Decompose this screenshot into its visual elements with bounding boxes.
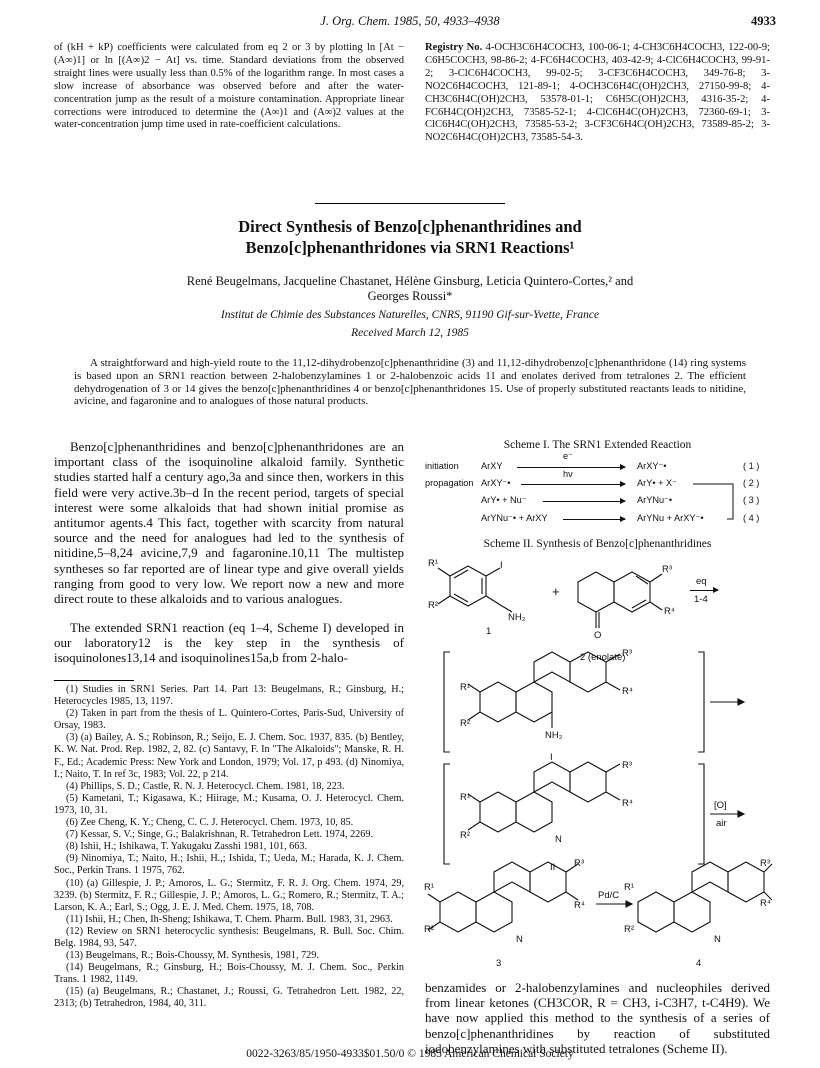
- i-label: I: [550, 752, 553, 763]
- i-r3: R³: [622, 648, 633, 659]
- intermediate1-ring-c: [534, 652, 570, 682]
- c1-iodo: I: [500, 560, 503, 571]
- eq2-number: ( 2 ): [743, 478, 760, 488]
- footnote: (7) Kessar, S. V.; Singe, G.; Balakrishnan, R. Tetrahedron Lett. 1974, 2269.: [66, 829, 374, 841]
- scheme2-structures: [420, 552, 780, 972]
- footnote: (11) Ishii, H.; Chen, Ih-Sheng; Ishikawa, T. Chem. Pharm. Bull. 1983, 31, 2963.: [66, 913, 393, 925]
- ii-r3: R³: [622, 760, 633, 771]
- registry-block: [425, 42, 770, 145]
- c3-label: 3: [496, 958, 502, 969]
- c1-label: 1: [486, 626, 492, 637]
- eq1-product: ArXY⁻•: [637, 461, 667, 471]
- footnote: (13) Beugelmans, R.; Bois-Choussy, M. Synthesis, 1981, 729.: [66, 950, 319, 962]
- compound4-ring-b: [674, 892, 710, 932]
- article-separator: [315, 203, 505, 204]
- footnote: (2) Taken in part from the thesis of L. Quintero-Cortes, Paris-Sud, University of Orsay, 1983.: [54, 708, 404, 732]
- ii-r1: R¹: [460, 792, 471, 803]
- footnote: (12) Review on SRN1 heterocyclic synthesis: Beugelmans, R. Bull. Soc. Chim. Belg. 1984, 93, 547.: [54, 925, 404, 949]
- scheme1: [425, 451, 770, 535]
- registry-label: Registry No.: [425, 42, 483, 53]
- ii-r2: R²: [460, 830, 471, 841]
- scheme1-title: Scheme I. The SRN1 Extended Reaction: [503, 439, 692, 451]
- footnote: (15) (a) Beugelmans, R.; Chastanet, J.; Roussi, G. Tetrahedron Lett. 1982, 22, 2313; (b) Tetrahedron, 1984, 40, 311.: [54, 986, 404, 1010]
- footnote: (5) Kametani, T.; Kigasawa, K.; Hiirage, M.; Kusama, O. J. Heterocycl. Chem. 1973, 10, 31.: [54, 792, 404, 816]
- reagent-eq: eq: [696, 576, 707, 587]
- intermediate2-ring-d: [570, 762, 606, 802]
- intermediate2-ring-b: [516, 792, 552, 832]
- intermediate2-ring-c: [534, 762, 570, 792]
- footnote: (10) (a) Gillespie, J. P.; Amoros, L. G.; Stermitz, F. R. J. Org. Chem. 1974, 29, 3239. (b) Stermitz, F. R.; Gillespie, J. P.; Amoros, L. G.; Romero, R.; Stermitz, T. A.; Larson, K. A.; Earl, S.; Ogg, J. E. J. Med. Chem. 1975, 18, 708.: [54, 877, 404, 913]
- compound3-ring-a: [440, 892, 476, 932]
- intro-paragraph-2: The extended SRN1 reaction (eq 1–4, Scheme I) developed in our laboratory12 is the key step in the synthesis of isoquinolones13,14 and isoquinolines15a,b from 2-halo-: [54, 620, 404, 666]
- compound4-ring-a: [638, 892, 674, 932]
- i-r4: R⁴: [622, 686, 633, 697]
- prev-article-text: of (kH + kP) coefficients were calculated from eq 2 or 3 by plotting ln [At − (A∞)1] or ln [(A∞)2 − At] vs. time. Standard deviations from the observed straight lines were usually less than 0.5% of the logarithm range. In most cases a slow increase of absorbance was observed before and after the water-concentration jump as the result of a moisture contamination. Appropriate linear corrections were introduced to determine the (A∞)1 and (A∞)2 values at the water-concentration jump time used in rate-coefficient calculations.: [54, 42, 404, 131]
- c4-r2: R²: [624, 924, 635, 935]
- chain-loop-arrows: [425, 455, 770, 535]
- affiliation: Institut de Chimie des Substances Naturelles, CNRS, 91190 Gif-sur-Yvette, France: [220, 309, 600, 321]
- eq4-product: ArYNu + ArXY⁻•: [637, 513, 704, 523]
- c4-r3: R³: [760, 858, 771, 869]
- footnote: (6) Zee Cheng, K. Y.; Cheng, C. C. J. Heterocycl. Chem. 1973, 10, 85.: [66, 817, 354, 829]
- propagation-label: propagation: [425, 478, 474, 488]
- c1-r2: R²: [428, 600, 439, 611]
- received-date: Received March 12, 1985: [351, 327, 469, 339]
- abstract: A straightforward and high-yield route to the 11,12-dihydrobenzo[c]phenanthridine (3) and 11,12-dihydrobenzo[c]phenanthridone (14) ring systems is based upon an SRN1 reaction between 2-halobenzylamines 1 or 2-halobenzoic acids 11 and enolates derived from tetralones 2. The efficient dehydrogenation of 3 or 14 gives the benzo[c]phenanthridines 4 or benzo[c]phenanthridones 15. Use of properly substituted reactants leads to nitidine, avicine, and fagaronine and to analogues of those natural products.: [74, 357, 746, 408]
- compound4-ring-d: [728, 862, 764, 902]
- compound3-ring-b: [476, 892, 512, 932]
- reagent-arrow: [690, 590, 718, 591]
- initiation-label: initiation: [425, 461, 459, 471]
- page-footer: 0022-3263/85/1950-4933$01.50/0 © 1985 American Chemical Society: [246, 1048, 574, 1060]
- footnote: (4) Phillips, S. D.; Castle, R. N. J. Heterocycl. Chem. 1981, 18, 223.: [66, 780, 345, 792]
- i-nh2: NH₂: [545, 730, 563, 741]
- c4-label: 4: [696, 958, 702, 969]
- c2-oxygen: O: [594, 630, 602, 641]
- compound1-ring: [450, 566, 486, 606]
- eq2-condition: hν: [563, 469, 573, 479]
- compound3-ring-d: [530, 862, 566, 902]
- eq2-reactant: ArXY⁻•: [481, 478, 511, 488]
- compound2-ring-a: [578, 572, 614, 612]
- c2-label: 2 (enolate): [580, 652, 626, 663]
- oxidation-bottom: air: [716, 818, 727, 829]
- eq2-product: ArY• + X⁻: [637, 478, 677, 488]
- footnote: (1) Studies in SRN1 Series. Part 14. Part 13: Beugelmans, R.; Ginsburg, H.; Heterocycles 1985, 13, 1197.: [54, 684, 404, 708]
- footnote: (8) Ishii, H.; Ishikawa, T. Yakugaku Zasshi 1981, 101, 663.: [66, 841, 307, 853]
- c4-r1: R¹: [624, 882, 635, 893]
- eq4-number: ( 4 ): [743, 513, 760, 523]
- footnote: (9) Ninomiya, T.; Naito, H.; Ishii, H.,; Ishida, T.; Ueda, M.; Harada, K. J. Chem. Soc., Perkin Trans. 1 1975, 762.: [54, 853, 404, 877]
- footnotes: [54, 684, 404, 1011]
- footnote: (3) (a) Bailey, A. S.; Robinson, R.; Seijo, E. J. Chem. Soc. 1937, 835. (b) Bentley, K. W. Nat. Prod. Rep. 1982, 2, 82. (c) Santavy, F. In "The Alkaloids"; Manske, R. H. F., Ed.; Academic Press: New York and London, 1979; Vol. 17, p 493. (d) Ninomiya, I.; Naito, T. In ref 3c, 1983; Vol. 22, p 214.: [54, 732, 404, 780]
- eq3-reactant: ArY• + Nu⁻: [481, 495, 527, 505]
- c1-nh2: NH₂: [508, 612, 526, 623]
- footnote: (14) Beugelmans, R.; Ginsburg, H.; Bois-Choussy, M. J. Chem. Soc., Perkin Trans. 1 1982, 1149.: [54, 962, 404, 986]
- right-column-paragraph: benzamides or 2-halobenzylamines and nucleophiles derived from linear ketones (CH3COR, R = CH3, i-C3H7, t-C4H9). We have now applied this method to the synthesis of a series of benzo[c]phenanthridines by reaction of substituted iodobenzylamines with substituted tetralones (Scheme II).: [425, 980, 770, 1056]
- c1-r1: R¹: [428, 558, 439, 569]
- c3-r4: R⁴: [574, 900, 585, 911]
- registry-numbers: 4-OCH3C6H4COCH3, 100-06-1; 4-CH3C6H4COCH3, 122-00-9; C6H5COCH3, 98-86-2; 4-FC6H4COCH3, 403-42-9; 4-ClC6H4COCH3, 99-91-2; 3-ClC6H4COCH3, 99-02-5; 3-CF3C6H4COCH3, 349-76-8; 3-NO2C6H4COCH3, 121-89-1; 4-OCH3C6H4C(OH)2CH3, 27150-99-8; 4-CH3C6H4C(OH)2CH3, 53578-01-1; C6H5C(OH)2CH3, 4316-35-2; 4-FC6H4C(OH)2CH3, 73585-52-1; 4-ClC6H4C(OH)2CH3, 72360-69-1; 3-ClC6H4C(OH)2CH3, 73585-53-2; 3-CF3C6H4C(OH)2CH3, 73589-85-2; 3-NO2C6H4C(OH)2CH3, 73585-54-3.: [425, 42, 770, 144]
- intermediate1-ring-b: [516, 682, 552, 722]
- i-r2: R²: [460, 718, 471, 729]
- c4-nitrogen: N: [714, 934, 721, 945]
- c4-r4: R⁴: [760, 898, 771, 909]
- compound3-ring-c: [494, 862, 530, 892]
- intermediate2-ring-a: [480, 792, 516, 832]
- scheme2-title: Scheme II. Synthesis of Benzo[c]phenanthridines: [483, 538, 712, 550]
- c2-r3: R³: [662, 564, 673, 575]
- eq3-number: ( 3 ): [743, 495, 760, 505]
- page-number: 4933: [751, 14, 776, 28]
- plus-sign: +: [552, 584, 560, 599]
- c3-r1: R¹: [424, 882, 435, 893]
- eq3-product: ArYNu⁻•: [637, 495, 673, 505]
- ii-r4: R⁴: [622, 798, 633, 809]
- intro-paragraph-1: Benzo[c]phenanthridines and benzo[c]phenanthridones are an important class of the isoquinoline alkaloid family. Synthetic studies started half a century ago,3a and since then, workers in this field were very active.3b–d In the recent period, targets of special interest were some alkaloids that had shown initial promise as antitumor agents.4 This fact, together with scarcity from natural source and the need for analogues had led to the synthesis of nitidine,5–8,24 avicine,7,9 and fagaronine.10,11 The multistep syntheses so far reported are of linear type and give overall yields ranging from good to very low. We report now a new and more direct route to these alkaloids and to various analogues.: [54, 439, 404, 607]
- ii-label: II: [550, 862, 556, 873]
- compound4-ring-c: [692, 862, 728, 892]
- running-header: J. Org. Chem. 1985, 50, 4933–4938: [320, 14, 500, 28]
- c3-r2: R²: [424, 924, 435, 935]
- c3-r3: R³: [574, 858, 585, 869]
- compound2-ring-b: [614, 572, 650, 612]
- eq1-condition: e⁻: [563, 451, 573, 461]
- oxidation-top: [O]: [714, 800, 727, 811]
- authors: René Beugelmans, Jacqueline Chastanet, Hélène Ginsburg, Leticia Quintero-Cortes,² and Georges Roussi*: [186, 274, 634, 303]
- c3-nitrogen: N: [516, 934, 523, 945]
- eq4-reactant: ArYNu⁻• + ArXY: [481, 513, 548, 523]
- eq1-number: ( 1 ): [743, 461, 760, 471]
- i-r1: R¹: [460, 682, 471, 693]
- pdc-label: Pd/C: [598, 890, 620, 901]
- c2-r4: R⁴: [664, 606, 675, 617]
- reagent-eq-range: 1-4: [694, 594, 708, 605]
- eq1-reactant: ArXY: [481, 461, 503, 471]
- article-title: Direct Synthesis of Benzo[c]phenanthridines and Benzo[c]phenanthridones via SRN1 Reactions¹: [238, 217, 582, 257]
- ii-nitrogen: N: [555, 834, 562, 845]
- footnote-rule: [54, 680, 134, 681]
- intermediate1-ring-a: [480, 682, 516, 722]
